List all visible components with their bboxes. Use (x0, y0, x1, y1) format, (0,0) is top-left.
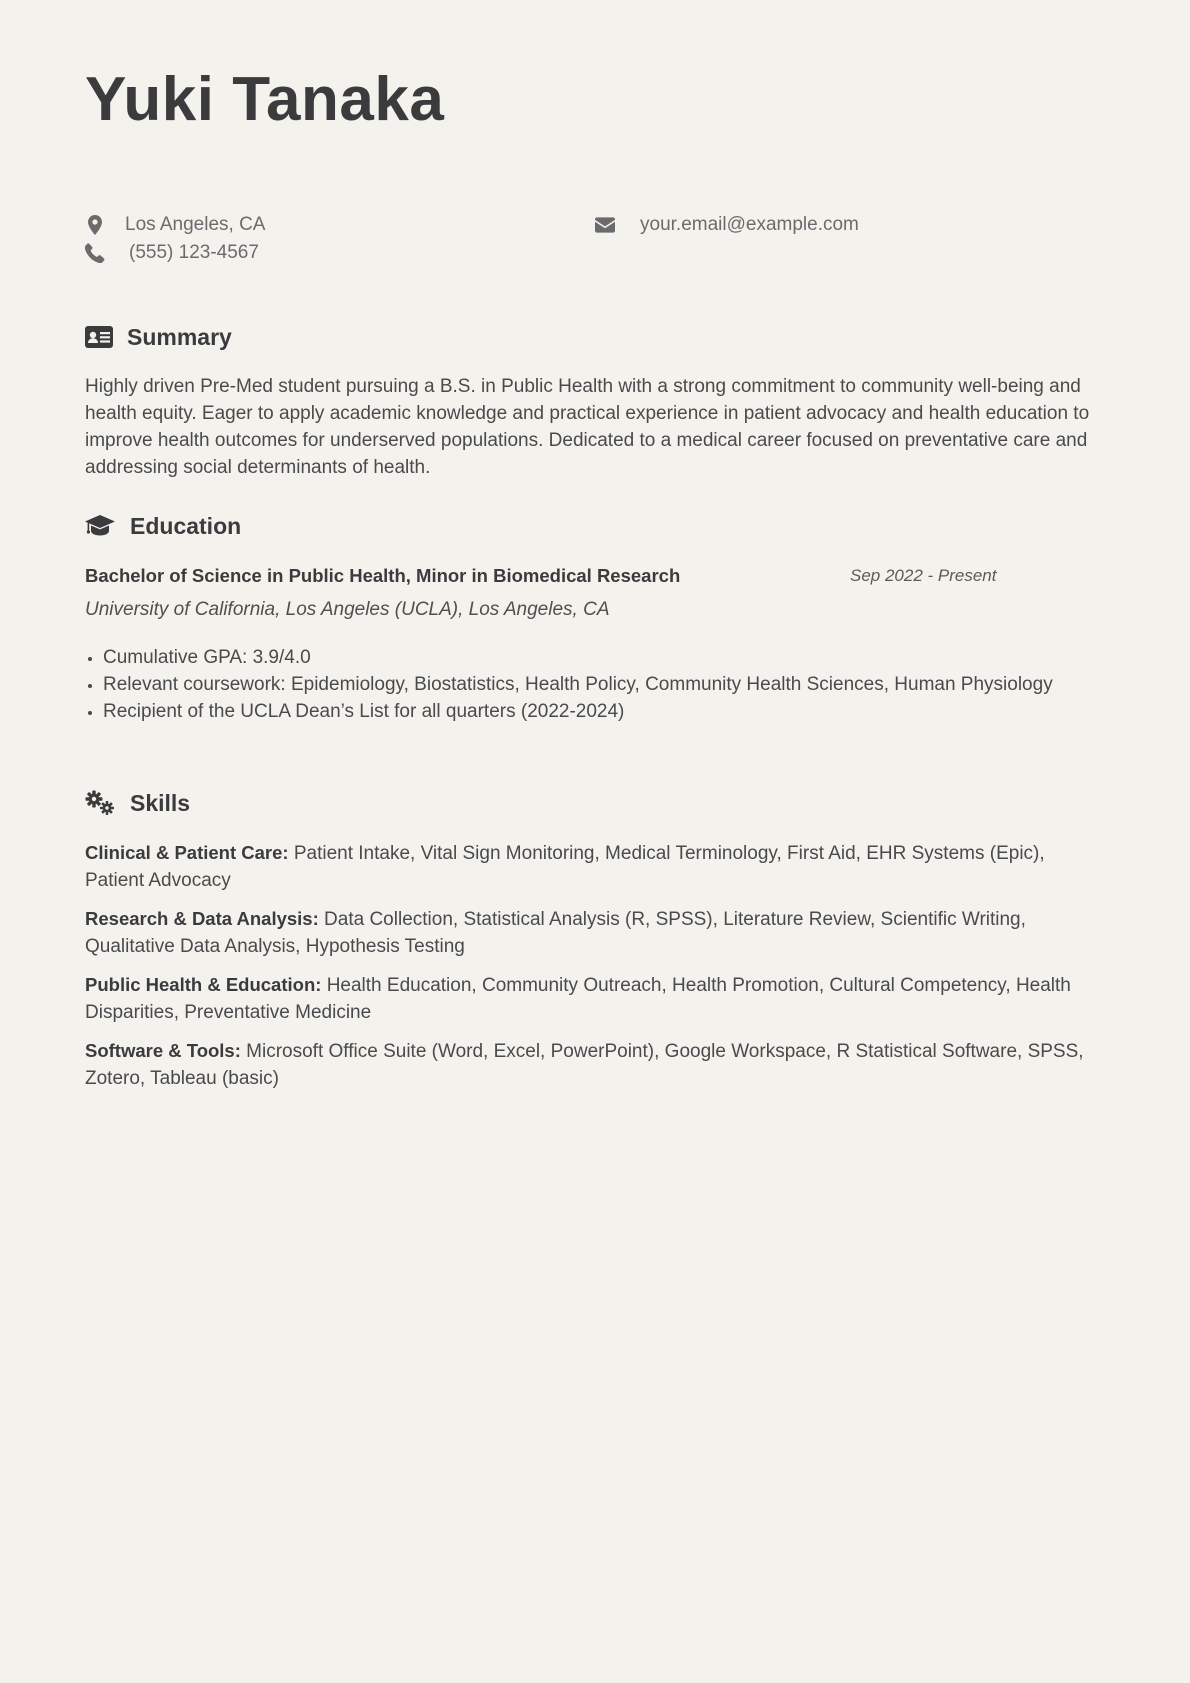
map-marker-icon (85, 214, 105, 236)
email-text[interactable]: your.email@example.com (640, 214, 859, 235)
education-degree: Bachelor of Science in Public Health, Minor in Biomedical Research (85, 565, 681, 586)
skill-item (85, 905, 1105, 960)
candidate-name: Yuki Tanaka (85, 65, 445, 134)
skill-label: Software & Tools: (85, 1040, 241, 1061)
phone-text: (555) 123-4567 (129, 242, 259, 263)
skills-list (85, 839, 1105, 1103)
skill-label: Public Health & Education: (85, 974, 322, 995)
skill-item (85, 839, 1105, 894)
location-text: Los Angeles, CA (125, 214, 266, 235)
skills-title: Skills (130, 789, 191, 816)
education-heading (85, 511, 241, 541)
skill-label: Clinical & Patient Care: (85, 842, 289, 863)
contact-phone (85, 239, 259, 267)
skill-value: Data Collection, Statistical Analysis (R, SPSS), Literature Review, Scientific Writing, Qualitative Data Analysis, Hypothesis Testing (85, 909, 1026, 957)
education-title: Education (130, 512, 242, 539)
skills-heading (85, 788, 190, 818)
list-item: • Relevant coursework: Epidemiology, Biostatistics, Health Policy, Community Health Sciences, Human Physiology (103, 671, 1123, 698)
summary-title: Summary (127, 323, 232, 350)
education-school: University of California, Los Angeles (UCLA), Los Angeles, CA (85, 599, 610, 620)
skill-value: Health Education, Community Outreach, Health Promotion, Cultural Competency, Health Disparities, Preventative Medicine (85, 975, 1071, 1023)
skill-value: Patient Intake, Vital Sign Monitoring, Medical Terminology, First Aid, EHR Systems (Epic), Patient Advocacy (85, 843, 1045, 891)
summary-heading (85, 322, 232, 352)
skill-item (85, 1037, 1105, 1092)
education-date: Sep 2022 - Present (850, 566, 997, 585)
cogs-icon (85, 789, 115, 817)
education-bullets (85, 644, 1123, 725)
graduation-cap-icon (85, 512, 115, 540)
phone-icon (85, 242, 105, 264)
list-item: • Cumulative GPA: 3.9/4.0 (103, 644, 1123, 671)
summary-text: Highly driven Pre-Med student pursuing a B.S. in Public Health with a strong commitment to community well-being and health equity. Eager to apply academic knowledge and practical experience in patient advocacy and health education to improve health outcomes for underserved populations. Dedicated to a medical career focused on preventative care and addressing social determinants of health. (85, 376, 1090, 478)
list-item: • Recipient of the UCLA Dean’s List for all quarters (2022-2024) (103, 698, 1123, 725)
skill-item (85, 971, 1105, 1026)
skill-label: Research & Data Analysis: (85, 908, 319, 929)
envelope-icon (595, 214, 615, 236)
id-card-icon (85, 323, 115, 351)
contact-location (85, 211, 265, 239)
skill-value: Microsoft Office Suite (Word, Excel, PowerPoint), Google Workspace, R Statistical Software, SPSS, Zotero, Tableau (basic) (85, 1041, 1084, 1089)
contact-email (595, 211, 859, 239)
